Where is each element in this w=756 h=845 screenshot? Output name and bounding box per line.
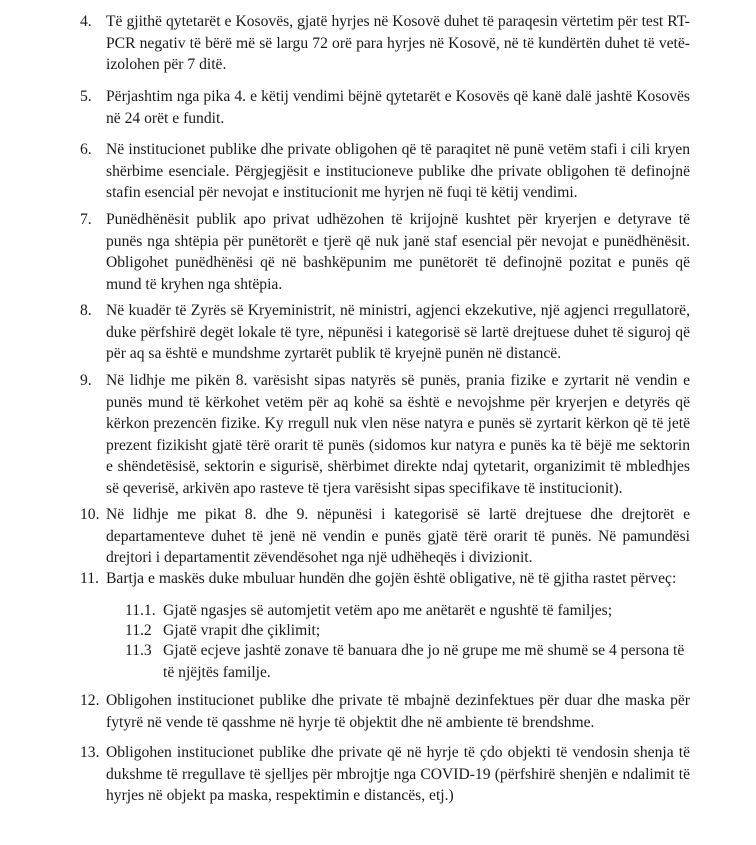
item-text: Obligohen institucionet publike dhe private që në hyrje të çdo objekti të vendosin shenja të dukshme të rregullave të sjelljes për mbrojtje nga COVID-19 (përfshirë shenjën e ndalimit të hyrjes në objekt pa maska, respektimin e distancës, etj.)	[106, 744, 690, 805]
paragraph-item-11	[80, 568, 690, 590]
paragraph-item-8	[80, 300, 690, 365]
sub-item-11-2	[125, 620, 690, 642]
paragraph-item-10	[80, 504, 690, 569]
sub-item-11-1	[125, 600, 690, 622]
item-number: 9.	[80, 372, 92, 389]
item-text: Në kuadër të Zyrës së Kryeministrit, në ministri, agjenci ekzekutive, një agjenci rregullatorë, duke përfshirë degët lokale të tyre, nëpunësi i kategorisë së lartë drejtuese duhet të siguroj që për aq sa është e mundshme zyrtarët publik të kryejnë punën në distancë.	[106, 302, 690, 363]
item-number: 6.	[80, 141, 92, 158]
item-text: Përjashtim nga pika 4. e këtij vendimi bëjnë qytetarët e Kosovës që kanë dalë jashtë Kosovës në 24 orët e fundit.	[106, 88, 690, 127]
item-number: 11.	[80, 570, 99, 587]
item-number: 8.	[80, 302, 92, 319]
sub-item-11-3	[125, 640, 690, 683]
paragraph-item-13	[80, 742, 690, 807]
item-text: Në lidhje me pikën 8. varësisht sipas natyrës së punës, prania fizike e zyrtarit në vendin e punës mund të kërkohet vetëm për aq kohë sa është e nevojshme për kryerjen e detyrës që kërkon prezencën fizike. Ky rregull nuk vlen nëse natyra e punës së zyrtarit kërkon që të jetë prezent fizikisht gjatë tërë orarit të punës (sidomos kur natyra e punës ka të bëjë me sektorin e shëndetësisë, sektorin e sigurisë, shërbimet direkte ndaj qytetarit, organizimit të mbledhjes së qeverisë, arkivën apo rasteve të tjera varësisht sipas specifikave të institucionit).	[106, 372, 690, 497]
item-text: Obligohen institucionet publike dhe private të mbajnë dezinfektues për duar dhe maska për fytyrë në vende të qasshme në hyrje të objektit dhe në ambiente të brendshme.	[106, 692, 690, 731]
sub-item-text: Gjatë vrapit dhe çiklimit;	[163, 622, 321, 639]
item-number: 13.	[80, 744, 100, 761]
item-text: Bartja e maskës duke mbuluar hundën dhe gojën është obligative, në të gjitha rastet përveç:	[106, 570, 677, 587]
item-text: Në lidhje me pikat 8. dhe 9. nëpunësi i kategorisë së lartë drejtuese dhe drejtorët e departamenteve duhet të jenë në vendin e punës gjatë tërë orarit të punës. Në pamundësi drejtori i departamentit zëvendësohet nga një udhëheqës i divizionit.	[106, 506, 690, 567]
item-number: 10.	[80, 506, 100, 523]
item-text: Punëdhënësit publik apo privat udhëzohen të krijojnë kushtet për kryerjen e detyrave të punës nga shtëpia për punëtorët e tjerë që nuk janë staf esencial për nevojat e punëdhënësit. Obligohet punëdhënësi që në bashkëpunim me punëtorët të definojnë pozitat e punës që mund të kryhen nga shtëpia.	[106, 211, 690, 293]
item-number: 12.	[80, 692, 100, 709]
sub-item-number: 11.2	[125, 622, 152, 639]
paragraph-item-5	[80, 86, 690, 129]
paragraph-item-7	[80, 209, 690, 295]
item-number: 7.	[80, 211, 92, 228]
paragraph-item-9	[80, 370, 690, 500]
paragraph-item-4	[80, 11, 690, 76]
item-number: 5.	[80, 88, 92, 105]
item-text: Të gjithë qytetarët e Kosovës, gjatë hyrjes në Kosovë duhet të paraqesin vërtetim për test RT-PCR negativ të bërë më së largu 72 orë para hyrjes në Kosovë, në të kundërtën duhet të vetë-izolohen për 7 ditë.	[106, 13, 690, 74]
sub-item-text: Gjatë ecjeve jashtë zonave të banuara dhe jo në grupe me më shumë se 4 persona të të njëjtës familje.	[163, 642, 685, 681]
sub-item-number: 11.1.	[125, 602, 156, 619]
sub-item-number: 11.3	[125, 642, 152, 659]
item-number: 4.	[80, 13, 92, 30]
paragraph-item-12	[80, 690, 690, 733]
sub-item-text: Gjatë ngasjes së automjetit vetëm apo me anëtarët e ngushtë të familjes;	[163, 602, 613, 619]
item-text: Në institucionet publike dhe private obligohen që të paraqitet në punë vetëm stafi i cili kryen shërbime esenciale. Përgjegjësit e institucioneve publike dhe private obligohen të definojnë stafin esencial për nevojat e institucionit me hyrjen në fuqi të këtij vendimi.	[106, 141, 690, 202]
paragraph-item-6	[80, 139, 690, 204]
